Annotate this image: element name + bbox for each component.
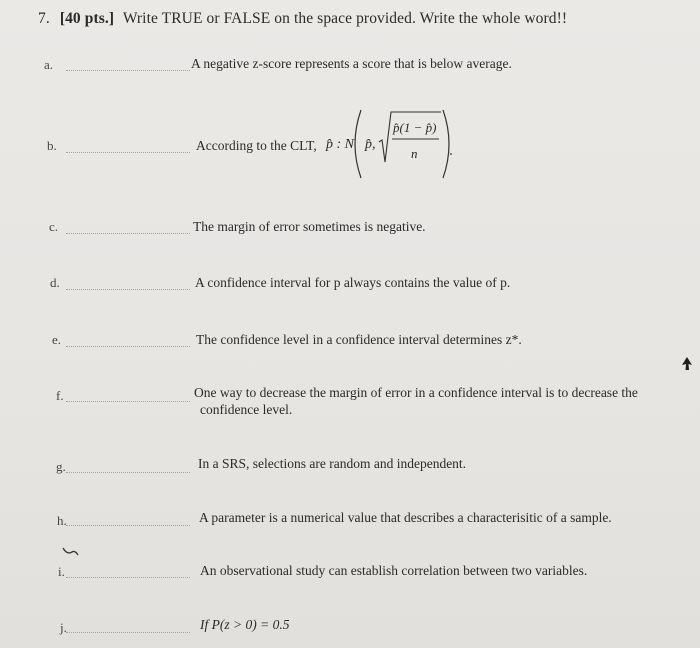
item-letter-c: c.: [49, 219, 59, 234]
left-paren: [355, 110, 361, 178]
formula-lhs: p̂ : N: [326, 137, 354, 152]
question-header: [38, 10, 567, 28]
pen-stroke-mark: [60, 544, 82, 560]
answer-blank-j[interactable]: [66, 632, 190, 633]
question-number: 7.: [38, 10, 50, 27]
right-paren: [443, 110, 449, 178]
item-letter-f: f.: [56, 388, 64, 403]
answer-blank-a[interactable]: [66, 70, 190, 71]
statement-a: A negative z-score represents a score that is below average.: [191, 56, 512, 71]
answer-blank-e[interactable]: [66, 346, 190, 347]
item-letter-h: h.: [57, 513, 67, 528]
statement-b: According to the CLT,: [196, 138, 317, 153]
statement-f-line2: confidence level.: [200, 402, 293, 417]
statement-i: An observational study can establish correlation between two variables.: [200, 563, 588, 578]
question-instruction: Write TRUE or FALSE on the space provided. Write the whole word!!: [122, 10, 568, 27]
formula-denominator: n: [411, 146, 418, 161]
item-letter-b: b.: [47, 138, 57, 153]
answer-blank-c[interactable]: [66, 233, 190, 234]
statement-c: The margin of error sometimes is negative.: [193, 219, 426, 234]
formula-period: [450, 153, 452, 155]
statement-f-line1: One way to decrease the margin of error in a confidence interval is to decrease the: [194, 385, 638, 400]
question-points: [40 pts.]: [59, 10, 115, 27]
item-letter-g: g.: [56, 459, 66, 474]
answer-blank-g[interactable]: [66, 472, 190, 473]
answer-blank-i[interactable]: [66, 577, 190, 578]
item-letter-e: e.: [52, 332, 62, 347]
item-letter-i: i.: [58, 564, 65, 579]
statement-e: The confidence level in a confidence interval determines z*.: [196, 332, 522, 347]
answer-blank-b[interactable]: [66, 152, 190, 153]
cursor-arrow-icon: [680, 356, 694, 372]
answer-blank-h[interactable]: [66, 525, 190, 526]
clt-formula: [323, 106, 463, 182]
statement-j: If P(z > 0) = 0.5: [200, 617, 290, 632]
item-letter-j: j.: [60, 620, 67, 635]
formula-numerator: p̂(1 − p̂): [393, 120, 437, 135]
item-letter-a: a.: [44, 57, 54, 72]
statement-d: A confidence interval for p always contains the value of p.: [195, 275, 511, 290]
statement-g: In a SRS, selections are random and independent.: [198, 456, 467, 471]
answer-blank-f[interactable]: [66, 401, 190, 402]
item-letter-d: d.: [50, 275, 60, 290]
formula-arg: p̂,: [365, 137, 376, 152]
answer-blank-d[interactable]: [66, 289, 190, 290]
statement-h: A parameter is a numerical value that describes a characterisitic of a sample.: [199, 510, 612, 525]
